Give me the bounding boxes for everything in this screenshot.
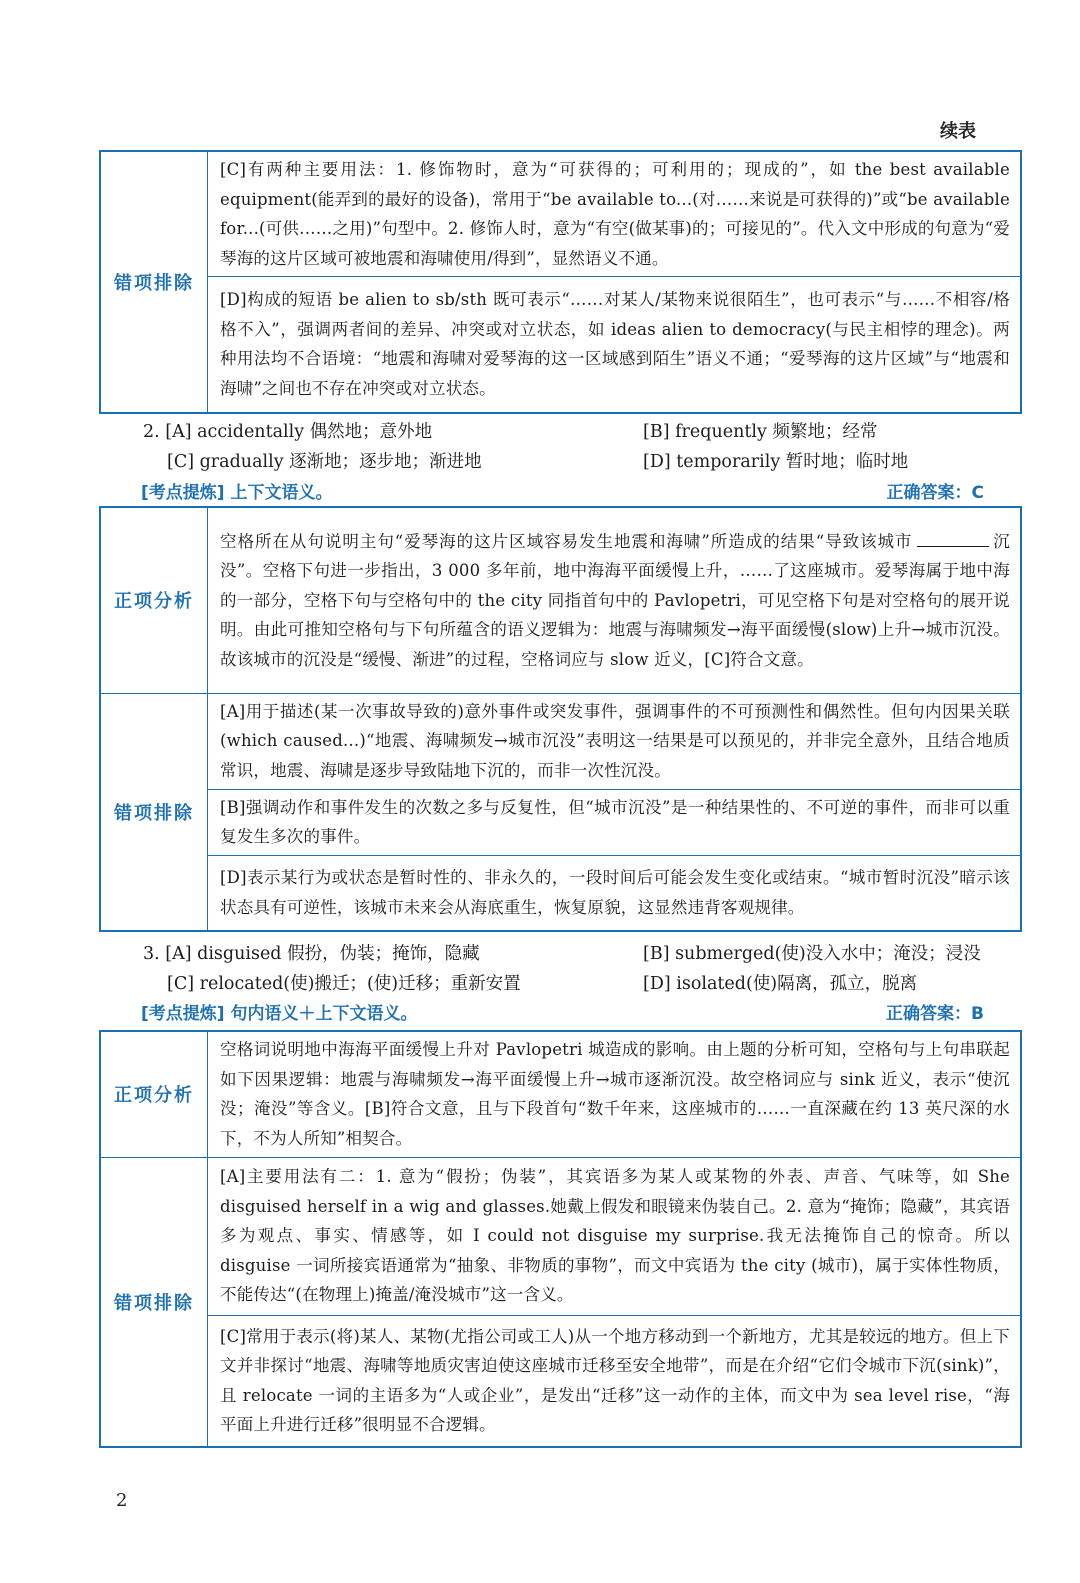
q2-option-b: [B] frequently 频繁地；经常 [643, 422, 878, 442]
correct-analysis-label: 正项分析 [100, 507, 208, 693]
correct-analysis-text: 空格所在从句说明主句“爱琴海的这片区域容易发生地震和海啸”所造成的结果“导致该城市 沉没”。空格下句进一步指出，3 000 多年前，地中海海平面缓慢上升，……了这座城市。爱琴海属于地中海的一部分，空格下句与空格句中的 the city 同指首句中的 Pavlopetri，可见空格下句是对空格句的展开说明。由此可推知空格句与下句所蕴含的语义逻辑为：地震与海啸频发→海平面缓慢(slow)上升→城市沉没。故该城市的沉没是“缓慢、渐进”的过程，空格词应与 slow 近义，[C]符合文意。 [208, 507, 1022, 693]
q2-option-a: 2. [A] accidentally 偶然地；意外地 [143, 422, 433, 442]
q2-option-c: [C] gradually 逐渐地；逐步地；渐进地 [167, 452, 482, 472]
wrong-option-c: [C]有两种主要用法：1. 修饰物时，意为“可获得的；可利用的；现成的”，如 the best available equipment(能弄到的最好的设备)，常用于“be available to...(对……来说是可获得的)”或“be available for...(可供……之用)”句型中。2. 修饰人时，意为“有空(做某事)的；可接见的”。代入文中形成的句意为“爱琴海的这片区域可被地震和海啸使用/得到”，显然语义不通。 [208, 151, 1022, 277]
wrong-options-label: 错项排除 [100, 151, 208, 413]
q2-test-point: [考点提炼] 上下文语义。 [141, 483, 333, 503]
explanation-table-1 [99, 150, 1022, 414]
wrong-option-a: [A]用于描述(某一次事故导致的)意外事件或突发事件，强调事件的不可预测性和偶然性。但句内因果关联(which caused...)“地震、海啸频发→城市沉没”表明这一结果是可以预见的，并非完全意外，且结合地质常识，地震、海啸是逐步导致陆地下沉的，而非一次性沉没。 [208, 693, 1022, 789]
wrong-option-d: [D]构成的短语 be alien to sb/sth 既可表示“……对某人/某物来说很陌生”，也可表示“与……不相容/格格不入”，强调两者间的差异、冲突或对立状态，如 ideas alien to democracy(与民主相悖的理念)。两种用法均不合语境：“地震和海啸对爱琴海的这一区域感到陌生”语义不通；“爱琴海的这片区域”与“地震和海啸”之间也不存在冲突或对立状态。 [208, 277, 1022, 413]
wrong-option-d: [D]表示某行为或状态是暂时性的、非永久的，一段时间后可能会发生变化或结束。“城市暂时沉没”暗示该状态具有可逆性，该城市未来会从海底重生，恢复原貌，这显然违背客观规律。 [208, 855, 1022, 931]
page-number: 2 [116, 1490, 128, 1511]
q3-option-d: [D] isolated(使)隔离，孤立，脱离 [643, 974, 918, 994]
wrong-options-label: 错项排除 [100, 693, 208, 931]
q3-option-a: 3. [A] disguised 假扮，伪装；掩饰，隐藏 [143, 944, 480, 964]
q2-option-d: [D] temporarily 暂时地；临时地 [643, 452, 909, 472]
wrong-options-label: 错项排除 [100, 1157, 208, 1447]
explanation-table-2 [99, 506, 1022, 932]
wrong-option-c: [C]常用于表示(将)某人、某物(尤指公司或工人)从一个地方移动到一个新地方，尤其是较远的地方。但上下文并非探讨“地震、海啸等地质灾害迫使这座城市迁移至安全地带”，而是在介绍“它们令城市下沉(sink)”，且 relocate 一词的主语多为“人或企业”，是发出“迁移”这一动作的主体，而文中为 sea level rise，“海平面上升进行迁移”很明显不合逻辑。 [208, 1315, 1022, 1447]
q3-test-point: [考点提炼] 句内语义＋上下文语义。 [141, 1004, 418, 1024]
q2-answer: 正确答案：C [886, 483, 984, 503]
q3-answer: 正确答案：B [886, 1004, 984, 1024]
blank-line [917, 528, 989, 547]
wrong-option-a: [A]主要用法有二：1. 意为“假扮；伪装”，其宾语多为某人或某物的外表、声音、气味等，如 She disguised herself in a wig and glasses.她戴上假发和眼镜来伪装自己。2. 意为“掩饰；隐藏”，其宾语多为观点、事实、情感等，如 I could not disguise my surprise.我无法掩饰自己的惊奇。所以 disguise 一词所接宾语通常为“抽象、非物质的事物”，而文中宾语为 the city (城市)，属于实体性物质，不能传达“(在物理上)掩盖/淹没城市”这一含义。 [208, 1157, 1022, 1315]
q3-option-b: [B] submerged(使)没入水中；淹没；浸没 [643, 944, 981, 964]
correct-analysis-text: 空格词说明地中海海平面缓慢上升对 Pavlopetri 城造成的影响。由上题的分析可知，空格句与上句串联起如下因果逻辑：地震与海啸频发→海平面缓慢上升→城市逐渐沉没。故空格词应与 sink 近义，表示“使沉没；淹没”等含义。[B]符合文意，且与下段首句“数千年来，这座城市的……一直深藏在约 13 英尺深的水下，不为人所知”相契合。 [208, 1031, 1022, 1157]
continued-label: 续表 [940, 121, 976, 142]
correct-analysis-label: 正项分析 [100, 1031, 208, 1157]
wrong-option-b: [B]强调动作和事件发生的次数之多与反复性，但“城市沉没”是一种结果性的、不可逆的事件，而非可以重复发生多次的事件。 [208, 789, 1022, 855]
explanation-table-3 [99, 1030, 1022, 1448]
q3-option-c: [C] relocated(使)搬迁；(使)迁移；重新安置 [167, 974, 521, 994]
